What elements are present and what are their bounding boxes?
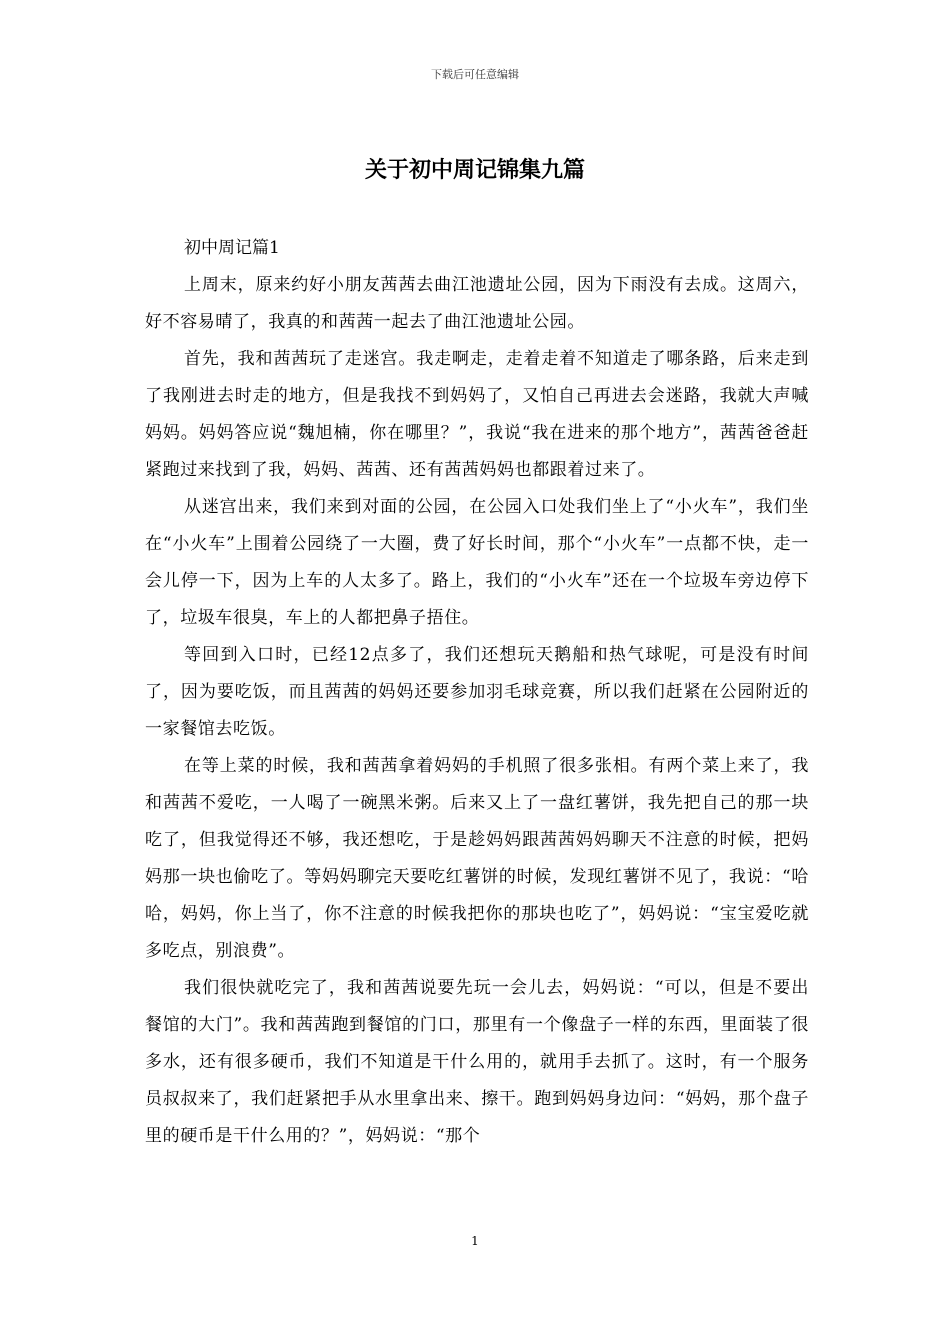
document-title: 关于初中周记锦集九篇 (364, 157, 585, 183)
page-header-note: 下载后可任意编辑 (431, 68, 519, 81)
paragraph-4: 等回到入口时，已经12点多了，我们还想玩天鹅船和热气球呢，可是没有时间了，因为要吃饭，而且茜茜的妈妈还要参加羽毛球竞赛，所以我们赶紧在公园附近的一家餐馆去吃饭。 (145, 645, 809, 739)
document-body (145, 230, 809, 1155)
paragraph-3: 从迷宫出来，我们来到对面的公园，在公园入口处我们坐上了“小火车”，我们坐在“小火车”上围着公园绕了一大圈，费了好长时间，那个“小火车”一点都不快，走一会儿停一下，因为上车的人太多了。路上，我们的“小火车”还在一个垃圾车旁边停下了，垃圾车很臭，车上的人都把鼻子捂住。 (145, 497, 809, 628)
paragraph-1: 上周末，原来约好小朋友茜茜去曲江池遗址公园，因为下雨没有去成。这周六，好不容易晴了，我真的和茜茜一起去了曲江池遗址公园。 (145, 275, 809, 332)
paragraph-2: 首先，我和茜茜玩了走迷宫。我走啊走，走着走着不知道走了哪条路，后来走到了我刚进去时走的地方，但是我找不到妈妈了，又怕自己再进去会迷路，我就大声喊妈妈。妈妈答应说“魏旭楠，你在哪里？”，我说“我在进来的那个地方”，茜茜爸爸赶紧跑过来找到了我，妈妈、茜茜、还有茜茜妈妈也都跟着过来了。 (145, 349, 809, 480)
paragraph-6: 我们很快就吃完了，我和茜茜说要先玩一会儿去，妈妈说：“可以，但是不要出餐馆的大门”。我和茜茜跑到餐馆的门口，那里有一个像盘子一样的东西，里面装了很多水，还有很多硬币，我们不知道是干什么用的，就用手去抓了。这时，有一个服务员叔叔来了，我们赶紧把手从水里拿出来、擦干。跑到妈妈身边问：“妈妈，那个盘子里的硬币是干什么用的？”，妈妈说：“那个 (145, 978, 809, 1146)
paragraph-5: 在等上菜的时候，我和茜茜拿着妈妈的手机照了很多张相。有两个菜上来了，我和茜茜不爱吃，一人喝了一碗黑米粥。后来又上了一盘红薯饼，我先把自己的那一块吃了，但我觉得还不够，我还想吃，于是趁妈妈跟茜茜妈妈聊天不注意的时候，把妈妈那一块也偷吃了。等妈妈聊完天要吃红薯饼的时候，发现红薯饼不见了，我说：“哈哈，妈妈，你上当了，你不注意的时候我把你的那块也吃了”，妈妈说：“宝宝爱吃就多吃点，别浪费”。 (145, 756, 809, 961)
section-heading: 初中周记篇1 (184, 238, 280, 258)
page-number: 1 (471, 1234, 479, 1248)
